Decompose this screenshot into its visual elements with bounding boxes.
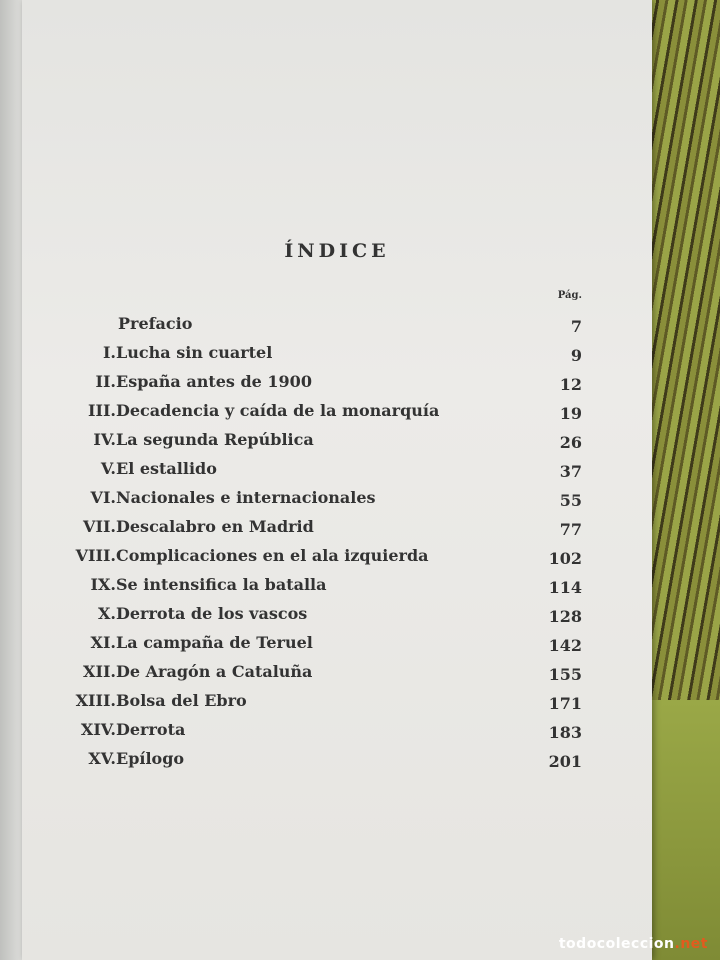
toc-entry	[22, 575, 652, 604]
page-column-label: Pág.	[557, 290, 582, 301]
watermark-suffix: .net	[674, 936, 708, 952]
chapter-page: 9	[570, 346, 582, 365]
toc-entry	[22, 343, 652, 372]
chapter-title: Decadencia y caída de la monarquía	[116, 401, 440, 420]
toc-entry	[22, 546, 652, 575]
chapter-title: Complicaciones en el ala izquierda	[116, 546, 429, 565]
chapter-page: 183	[548, 723, 582, 742]
chapter-page: 37	[559, 462, 582, 481]
chapter-title: Descalabro en Madrid	[116, 517, 314, 536]
table-of-contents	[22, 314, 652, 778]
toc-entry	[22, 372, 652, 401]
chapter-number: I.	[102, 343, 116, 362]
toc-entry	[22, 749, 652, 778]
index-heading: ÍNDICE	[284, 240, 390, 262]
chapter-page: 7	[570, 317, 582, 336]
toc-entry	[22, 314, 652, 343]
chapter-number: XII.	[83, 662, 116, 681]
background-cushion	[640, 0, 720, 700]
toc-entry	[22, 459, 652, 488]
chapter-page: 155	[548, 665, 582, 684]
chapter-number: IX.	[90, 575, 116, 594]
chapter-number: XI.	[90, 633, 116, 652]
toc-entry	[22, 604, 652, 633]
chapter-number: VIII.	[75, 546, 116, 565]
chapter-number: V.	[100, 459, 116, 478]
chapter-title: La campaña de Teruel	[116, 633, 313, 652]
chapter-page: 19	[559, 404, 582, 423]
background-cushion-lower	[640, 700, 720, 960]
chapter-page: 77	[559, 520, 582, 539]
chapter-title: Lucha sin cuartel	[116, 343, 273, 362]
chapter-title: Nacionales e internacionales	[116, 488, 376, 507]
chapter-number: VI.	[90, 488, 116, 507]
chapter-title: Derrota de los vascos	[116, 604, 308, 623]
chapter-title: Derrota	[116, 720, 186, 739]
chapter-title: De Aragón a Cataluña	[116, 662, 313, 681]
book-page	[22, 0, 652, 960]
chapter-title: Se intensifica la batalla	[116, 575, 327, 594]
chapter-number: X.	[98, 604, 116, 623]
chapter-title: Bolsa del Ebro	[116, 691, 247, 710]
chapter-title: España antes de 1900	[116, 372, 312, 391]
chapter-number: XIII.	[75, 691, 116, 710]
chapter-page: 102	[548, 549, 582, 568]
toc-entry	[22, 662, 652, 691]
chapter-title: La segunda República	[116, 430, 314, 449]
toc-entry	[22, 633, 652, 662]
chapter-page: 12	[559, 375, 582, 394]
chapter-title: Prefacio	[118, 314, 193, 333]
chapter-number: III.	[87, 401, 116, 420]
chapter-number: XV.	[88, 749, 116, 768]
toc-entry	[22, 691, 652, 720]
site-watermark	[559, 936, 708, 952]
toc-entry	[22, 517, 652, 546]
chapter-page: 128	[548, 607, 582, 626]
toc-entry	[22, 720, 652, 749]
chapter-number: XIV.	[80, 720, 116, 739]
chapter-number: IV.	[93, 430, 116, 449]
chapter-title: Epílogo	[116, 749, 185, 768]
chapter-page: 114	[548, 578, 582, 597]
toc-entry	[22, 401, 652, 430]
toc-entry	[22, 430, 652, 459]
chapter-page: 142	[548, 636, 582, 655]
chapter-page: 55	[559, 491, 582, 510]
chapter-number: VII.	[83, 517, 116, 536]
chapter-number: II.	[95, 372, 116, 391]
chapter-title: El estallido	[116, 459, 217, 478]
chapter-page: 171	[548, 694, 582, 713]
chapter-page: 26	[559, 433, 582, 452]
chapter-page: 201	[548, 752, 582, 771]
watermark-prefix: todocoleccion	[558, 936, 675, 952]
toc-entry	[22, 488, 652, 517]
